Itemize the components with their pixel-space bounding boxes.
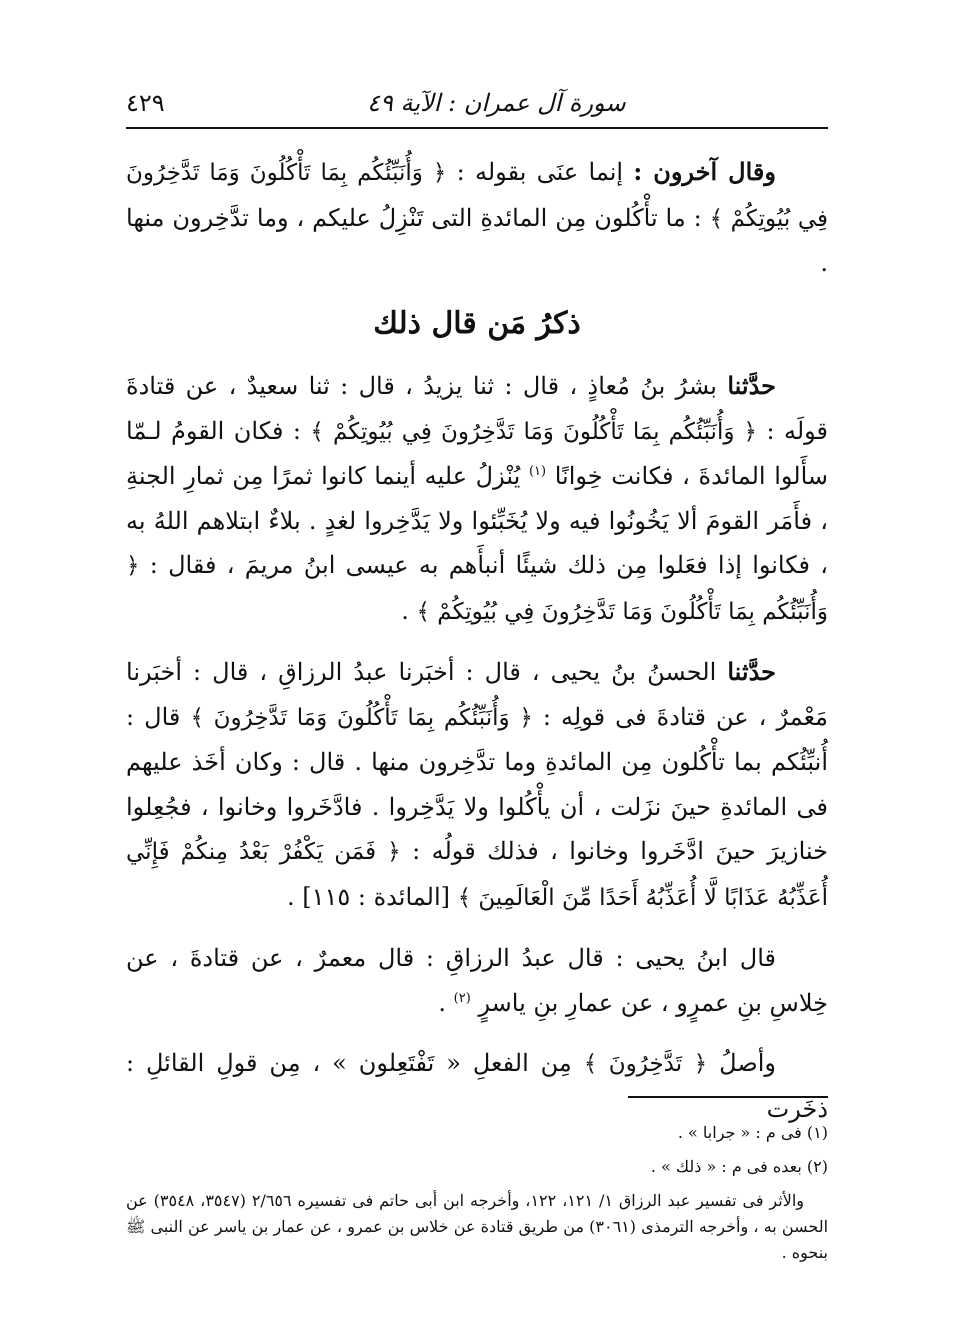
page-number: ٤٢٩: [126, 89, 165, 117]
paragraph-text: وأصلُ: [707, 1049, 776, 1077]
paragraph-hadith-1: [126, 364, 828, 634]
paragraph-text: إنما عنَى بقوله :: [446, 158, 624, 186]
quran-verse: ﴿ وَأُنَبِّئُكُم بِمَا تَأْكُلُونَ وَمَا تَدَّخِرُونَ فِي بُيُوتِكُمْ ﴾: [126, 160, 828, 232]
paragraph-text: : فكان القومُ لـمّا سأَلوا المائدةَ ، فكانت خِوانًا: [126, 416, 828, 490]
paragraph-text: قال ابنُ يحيى : قال عبدُ الرزاقِ : قال معمرٌ ، عن قتادةَ ، عن خِلاسِ بنِ عمرٍو ، عن عمارِ بنِ ياسرٍ: [126, 944, 828, 1017]
paragraph-text: الحسنُ بنُ يحيى ، قال : أخبَرنا عبدُ الرزاقِ ، قال : أخبَرنا مَعْمرٌ ، عن قتادةَ فى قولِه :: [126, 658, 829, 731]
running-title: سورة آل عمران : الآية ٤٩: [367, 89, 626, 117]
quran-verse: ﴿ وَأُنَبِّئُكُم بِمَا تَأْكُلُونَ وَمَا تَدَّخِرُونَ فِي بُيُوتِكُمْ ﴾: [126, 553, 828, 625]
section-heading: ذكرُ مَن قال ذلك: [373, 305, 581, 341]
paragraph-text: مِن الفعلِ « تَفْتَعِلون » ، مِن قولِ القائلِ : ذخَرت: [126, 1049, 828, 1123]
paragraph-other-view: [126, 150, 828, 286]
quran-verse: ﴿ وَأُنَبِّئُكُم بِمَا تَأْكُلُونَ وَمَا تَدَّخِرُونَ فِي بُيُوتِكُمْ ﴾: [310, 418, 758, 445]
paragraph-text: يُنْزلُ عليه أينما كانوا ثمرًا مِن ثمارِ الجنةِ ، فأَمَر القومَ ألا يَخُونُوا فيه ولا يُخَبِّئوا ولا يَدَّخِروا لغدٍ . بلاءٌ ابتلاهم اللهُ به ، فكانوا إذا فعَلوا مِن ذلك شيئًا أنبأَهم به عيسى ابنُ مريمَ ، فقال :: [126, 462, 828, 579]
paragraph-lead: حدَّثنا: [727, 657, 776, 686]
quran-verse: ﴿ تَدَّخِرُونَ ﴾: [583, 1051, 708, 1077]
quran-verse: ﴿ وَأُنَبِّئُكُم بِمَا تَأْكُلُونَ وَمَا تَدَّخِرُونَ ﴾: [190, 704, 533, 731]
page-header: [126, 78, 828, 128]
footnote-1: (١) فى م : « جرابا » .: [677, 1123, 828, 1142]
paragraph-text: بشرُ بنُ مُعاذٍ ، قال : ثنا يزيدُ ، قال : ثنا سعيدٌ ، عن قتادةَ قولَه :: [126, 372, 829, 445]
quran-verse: ﴿ فَمَن يَكْفُرْ بَعْدُ مِنكُمْ فَإِنِّي أُعَذِّبُهُ عَذَابًا لَّا أُعَذِّبُهُ أَحَدًا مِّنَ الْعَالَمِينَ ﴾: [126, 839, 828, 911]
paragraph-text: .: [401, 596, 409, 625]
paragraph-lead: وقال آخرون :: [633, 157, 776, 186]
footnote-reference: والأثر فى تفسير عبد الرزاق ١/ ١٢١، ١٢٢، وأخرجه ابن أبى حاتم فى تفسيره ٢/٦٥٦ (٣٥٤٧، ٣٥٤٨) عن الحسن به ، وأخرجه الترمذى (٣٠٦١) من طريق قتادة عن خلاس بن عمرو ، عن عمار بن ياسر عن النبى ﷺ بنحوه .: [126, 1191, 829, 1262]
paragraph-hadith-2: [126, 650, 828, 920]
paragraph-lead: حدَّثنا: [727, 371, 776, 400]
paragraph-text: قال : أُنبِّئُكم بما تأْكُلون مِن المائدةِ وما تدَّخِرون منها . قال : وكان أخَذ عليهم فى المائدةِ حينَ نزَلت ، أن يأْكُلوا ولا يَدَّخِروا . فادَّخَروا وخانوا ، فجُعِلوا خنازيرَ حينَ ادَّخَروا وخانوا ، فذلك قولُه :: [126, 702, 828, 865]
main-text: [126, 150, 828, 1147]
footnotes: [126, 1120, 828, 1274]
paragraph-text: : ما تأْكُلون مِن المائدةِ التى تَنْزِلُ عليكم ، وما تدَّخِرون منها .: [126, 203, 828, 277]
paragraph-etymology: [126, 1041, 828, 1131]
footnote-2: (٢) بعده فى م : « ذلك » .: [650, 1157, 828, 1176]
footnote-marker: (٢): [453, 990, 471, 1006]
footnote-marker: (١): [528, 464, 547, 479]
verse-reference: [المائدة : ١١٥] .: [286, 882, 450, 911]
paragraph-hadith-3: [126, 936, 828, 1025]
header-rule: [126, 127, 828, 129]
paragraph-text: .: [438, 988, 447, 1017]
footnote-rule: [628, 1096, 828, 1098]
